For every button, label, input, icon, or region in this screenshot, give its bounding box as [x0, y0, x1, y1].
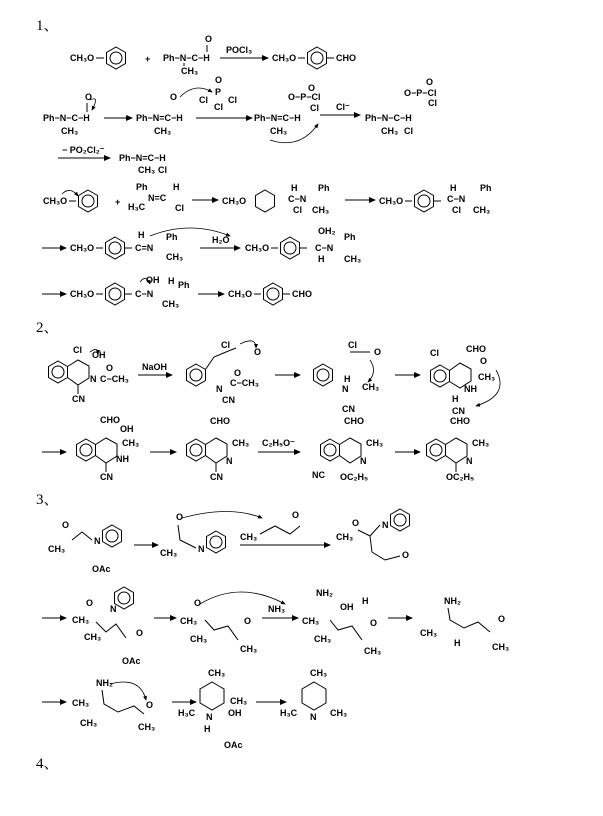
s3-c-ch3: CH₃: [336, 532, 354, 542]
s2-c-cn: CN: [342, 404, 355, 414]
s3-r3-ch3c: CH₃: [138, 722, 156, 732]
s3-oac: OAc: [92, 564, 111, 574]
s3-r2-oac: OAc: [122, 656, 141, 666]
r2-b-cl2: Cl: [228, 95, 237, 105]
s3-mvk-o: O: [292, 510, 300, 520]
s3-r2-d-h: H: [454, 638, 461, 648]
s3-b-ch3: CH₃: [160, 548, 178, 558]
r4-prod-ch3: CH₃: [473, 205, 491, 215]
r2-b-cl3: Cl: [214, 102, 223, 112]
s2-r2-b-ch3: CH₃: [232, 438, 250, 448]
anisole-label: CH₃O: [70, 53, 95, 63]
s3-r1: [48, 509, 410, 574]
s3-r3-nh2: NH₂: [96, 678, 113, 688]
r2-b-o: O: [170, 92, 178, 102]
s2-r2-oh: OH: [120, 424, 134, 434]
r4-imin-ph: Ph: [136, 182, 148, 192]
s2-c-cl: Cl: [348, 340, 357, 350]
s3-r2-b-ch3b: CH₃: [190, 634, 208, 644]
s3-b-o: O: [176, 512, 184, 522]
nmf-ch3: CH₃: [181, 66, 199, 76]
s3-r3-ch3b: CH₃: [80, 718, 98, 728]
s3-r2-c-ch3c: CH₃: [364, 646, 382, 656]
r4-imin-cl: Cl: [175, 203, 184, 213]
product-ch3o: CH₃O: [272, 53, 297, 63]
section-label-1: 1、: [36, 18, 59, 34]
r4-inter-ph: Ph: [318, 183, 330, 193]
r6-c: C−N: [135, 289, 154, 299]
s3-r3-c-ch3b: CH₃: [330, 708, 348, 718]
r4-prod-h: H: [450, 183, 457, 193]
s2-oh: OH: [92, 350, 106, 360]
s2-r2-b-n: N: [226, 456, 233, 466]
r6-prod: CH₃O: [228, 289, 253, 299]
r4-prod-c: C−N: [447, 194, 466, 204]
s3-r2-c-h: H: [362, 596, 369, 606]
s2-b-acetyl: C−CH₃: [230, 378, 259, 388]
s3-r2-c-oh: OH: [340, 602, 354, 612]
r3-prod: Ph−N=C−H: [119, 153, 166, 163]
s3-r2-c-ch3b: CH₃: [314, 634, 332, 644]
section-label-4: 4、: [36, 756, 59, 772]
r4-prod-ch3o: CH₃O: [379, 196, 404, 206]
s2-c-n: N: [342, 384, 349, 394]
s3-r3-c-n: N: [310, 712, 317, 722]
r2-b-o2: O: [215, 75, 223, 85]
s3-o: O: [62, 520, 70, 530]
s3-mvk: CH₃: [240, 532, 258, 542]
s3-r2-ch3b: CH₃: [84, 632, 102, 642]
product-cho: CHO: [336, 53, 356, 63]
s3-r2-c-ch3: CH₃: [302, 616, 320, 626]
r5-reagent: H₂O: [212, 235, 230, 245]
s2-n: N: [90, 374, 97, 384]
r2-a-ch3: CH₃: [61, 126, 79, 136]
s2-o: O: [106, 363, 114, 373]
r5-c: C=N: [135, 243, 154, 253]
s2-b-o2: O: [234, 368, 242, 378]
r6-ph: Ph: [178, 280, 190, 290]
s3-r3: [42, 668, 347, 750]
r4-imin-n: N=C: [148, 193, 167, 203]
s3-r2-o2: O: [136, 628, 144, 638]
r4-imin-h: H: [173, 182, 180, 192]
r2-b-p: P: [215, 87, 222, 97]
s2-r2-cho: CHO: [100, 415, 120, 425]
r2-d-cl: Cl: [404, 126, 413, 136]
s3-r2-o: O: [86, 598, 94, 608]
s3-r3-b-n: N: [206, 712, 213, 722]
s2-r2-cn: CN: [100, 472, 113, 482]
s2-d-cho: CHO: [466, 344, 486, 354]
s2-b-cn: CN: [222, 395, 235, 405]
s3-r3-c-h3c: H₃C: [280, 708, 298, 718]
s2-r2: [42, 415, 489, 482]
r4-inter-ch3: CH₃: [312, 205, 330, 215]
r5-h: H: [138, 230, 145, 240]
s2-c-ch3: CH₃: [362, 382, 380, 392]
r2-cl-minus: Cl⁻: [336, 102, 350, 112]
s2-r2-c-ch3: CH₃: [366, 438, 384, 448]
s2-cn: CN: [72, 394, 85, 404]
nmf-amide: Ph−N−C−H: [163, 53, 210, 63]
s3-r2-d-o: O: [498, 614, 506, 624]
s3-r2-d-ch3: CH₃: [420, 628, 438, 638]
r2-a-o: O: [85, 92, 93, 102]
s2-d-o: O: [480, 356, 488, 366]
s3-r2: [42, 587, 509, 666]
s2-r2-c-oet: OC₂H₅: [340, 472, 369, 482]
s1-r6: [42, 275, 312, 309]
r2-c-o: O: [308, 83, 316, 93]
r4-inter-cl: Cl: [293, 205, 302, 215]
s2-r2-b-cn: CN: [210, 472, 223, 482]
section-label-3: 3、: [36, 492, 59, 508]
r6-h: H: [168, 276, 175, 286]
r2-c: Ph−N=C−H: [254, 113, 301, 123]
s3-r2-d-nh2: NH₂: [444, 596, 461, 606]
s3-r2-b-o2: O: [244, 616, 252, 626]
r2-d-opcl: O−P−Cl: [404, 88, 437, 98]
r6-oh: OH: [146, 275, 160, 285]
s2-b-o: O: [254, 347, 262, 357]
s2-r2-c-nc: NC: [312, 470, 325, 480]
s3-b-n: N: [198, 544, 205, 554]
r2-d-ch3: CH₃: [381, 126, 399, 136]
s3-r3-b-ch3b: CH₃: [230, 696, 248, 706]
s3-n: N: [94, 536, 101, 546]
s2-naoh: NaOH: [142, 362, 168, 372]
s3-r3-ch3: CH₃: [72, 698, 90, 708]
s3-r2-b-o: O: [194, 598, 202, 608]
r2-c-cl: Cl: [310, 103, 319, 113]
s1-r4: [43, 182, 492, 215]
r2-c-ch3: CH₃: [270, 126, 288, 136]
pocl3-reagent: POCl₃: [226, 45, 253, 55]
s2-r2-b-cho: CHO: [210, 416, 230, 426]
r5-ph: Ph: [166, 232, 178, 242]
r5-prod-ph: Ph: [344, 232, 356, 242]
s3-r3-b-h3c: H₃C: [178, 708, 196, 718]
r2-b-cl1: Cl: [199, 95, 208, 105]
section-label-2: 2、: [36, 320, 59, 336]
r4-inter-ch3o: CH₃O: [222, 196, 247, 206]
s2-b-cl: Cl: [221, 340, 230, 350]
r5-ch3: CH₃: [166, 252, 184, 262]
nmf-o: O: [205, 34, 213, 44]
r5-ch3o: CH₃O: [70, 243, 95, 253]
r5-oh2: OH₂: [318, 226, 336, 236]
s2-d-ch3: CH₃: [478, 372, 496, 382]
s2-d-cl: Cl: [430, 348, 439, 358]
s2-b-n: N: [216, 384, 223, 394]
r4-imin-ch3: H₃C: [128, 202, 146, 212]
s3-c-o: O: [352, 518, 360, 528]
r2-a: Ph−N−C−H: [43, 113, 90, 123]
s2-c-o: O: [374, 347, 382, 357]
s3-r2-c-nh2: NH₂: [316, 588, 333, 598]
s2-d-h: H: [452, 394, 459, 404]
s1-r2: [43, 75, 437, 143]
s3-c-o2: O: [402, 550, 410, 560]
s2-r2-reagent: C₂H₅O⁻: [262, 438, 295, 448]
r6-prod-cho: CHO: [292, 289, 312, 299]
r3-cl: Cl: [158, 165, 167, 175]
r4-prod-cl: Cl: [452, 205, 461, 215]
s2-acetyl: C−CH₃: [100, 374, 129, 384]
s3-r2-b-ch3c: CH₃: [240, 644, 258, 654]
s2-r2-d-oet: OC₂H₅: [446, 472, 475, 482]
s2-r2-c-cho: CHO: [344, 416, 364, 426]
plus-sign: +: [145, 54, 151, 64]
s3-r2-d-ch3b: CH₃: [492, 642, 510, 652]
r4-inter-h: H: [291, 183, 298, 193]
s3-r2-b-ch3: CH₃: [180, 616, 198, 626]
r3-reagent: − PO₂Cl₂⁻: [62, 145, 105, 155]
s2-c-h: H: [344, 374, 351, 384]
s3-r2-reagent: NH₃: [268, 604, 286, 614]
r4-ch3o: CH₃O: [43, 196, 68, 206]
s2-d-nh: NH: [464, 384, 477, 394]
s3-r3-o: O: [146, 700, 154, 710]
s1-r5: [42, 226, 361, 264]
s2-r1: [49, 340, 501, 416]
s3-r3-b-h: H: [204, 724, 211, 734]
s2-cl: Cl: [73, 345, 82, 355]
s3-r2-ch3: CH₃: [72, 615, 90, 625]
s3-r2-n: N: [110, 604, 117, 614]
r5-prod-ch3: CH₃: [344, 254, 362, 264]
r5-prod-h: H: [318, 254, 325, 264]
s3-r3-b-oh: OH: [228, 708, 242, 718]
s1-r3: [58, 145, 167, 175]
r6-ch3: CH₃: [162, 299, 180, 309]
r5-prod-c: C−N: [315, 243, 334, 253]
s3-r3-b-oac: OAc: [224, 740, 243, 750]
r2-d: Ph−N−C−H: [365, 113, 412, 123]
r2-d-cl2: Cl: [428, 98, 437, 108]
r4-plus: +: [115, 197, 121, 207]
s3-r3-b-ch3: CH₃: [208, 668, 226, 678]
r5-prod-ch3o: CH₃O: [245, 243, 270, 253]
s2-r2-d-cho: CHO: [450, 416, 470, 426]
r2-c-opcl: O−P−Cl: [288, 92, 321, 102]
s3-c-n: N: [382, 520, 389, 530]
s2-r2-nh: NH: [116, 454, 129, 464]
r4-inter-c: C−N: [288, 194, 307, 204]
r4-prod-ph: Ph: [480, 183, 492, 193]
s3-ch3: CH₃: [48, 544, 66, 554]
r2-b: Ph−N=C−H: [136, 113, 183, 123]
s2-r2-ch3: CH₃: [122, 438, 140, 448]
s2-r2-c-n: N: [360, 456, 367, 466]
s1-r1: [70, 34, 356, 76]
r2-b-ch3: CH₃: [154, 126, 172, 136]
s3-r2-c-o: O: [370, 618, 378, 628]
s2-r2-d-ch3: CH₃: [472, 438, 490, 448]
s2-d-cn: CN: [452, 406, 465, 416]
r2-d-o: O: [426, 77, 434, 87]
s2-r2-d-n: N: [466, 456, 473, 466]
s3-r3-c-ch3: CH₃: [310, 668, 328, 678]
r6-ch3o: CH₃O: [70, 289, 95, 299]
r3-ch3: CH₃: [138, 165, 156, 175]
